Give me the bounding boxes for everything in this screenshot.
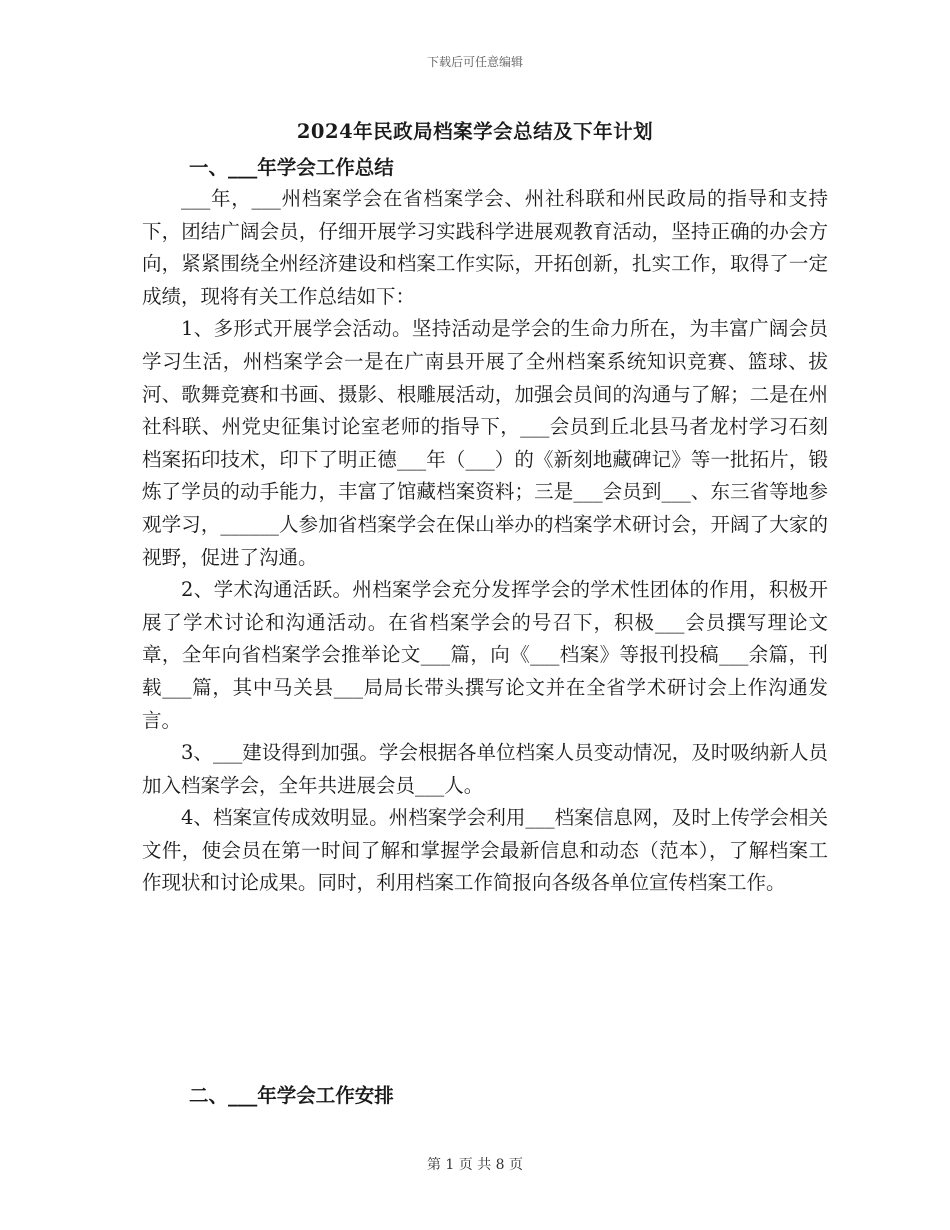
paragraph-item-4: 4、档案宣传成效明显。州档案学会利用___档案信息网，及时上传学会相关文件，使会员在第一时间了解和掌握学会最新信息和动态（范本），了解档案工作现状和讨论成果。同时，利用档案工作简报向各级各单位宣传档案工作。 bbox=[142, 806, 828, 895]
section-heading-summary: 一、___年学会工作总结 bbox=[189, 156, 394, 179]
page-number: 第 1 页 共 8 页 bbox=[426, 1157, 524, 1173]
section-heading-plan: 二、___年学会工作安排 bbox=[189, 1084, 394, 1107]
paragraph-item-3: 3、___建设得到加强。学会根据各单位档案人员变动情况，及时吸纳新人员加入档案学会，全年共进展会员___人。 bbox=[142, 741, 828, 797]
section-body-summary bbox=[142, 183, 828, 900]
paragraph-intro: ___年，___州档案学会在省档案学会、州社科联和州民政局的指导和支持下，团结广阔会员，仔细开展学习实践科学进展观教育活动，坚持正确的办会方向，紧紧围绕全州经济建设和档案工作实际，开拓创新，扎实工作，取得了一定成绩，现将有关工作总结如下： bbox=[142, 187, 828, 308]
paragraph-item-2: 2、学术沟通活跃。州档案学会充分发挥学会的学术性团体的作用，积极开展了学术讨论和沟通活动。在省档案学会的号召下，积极___会员撰写理论文章，全年向省档案学会推举论文___篇，向《___档案》等报刊投稿___余篇，刊载___篇，其中马关县___局局长带头撰写论文并在全省学术研讨会上作沟通发言。 bbox=[142, 578, 828, 732]
page-header-note: 下载后可任意编辑 bbox=[426, 55, 523, 69]
paragraph-item-1: 1、多形式开展学会活动。坚持活动是学会的生命力所在，为丰富广阔会员学习生活，州档案学会一是在广南县开展了全州档案系统知识竞赛、篮球、拔河、歌舞竞赛和书画、摄影、根雕展活动，加强会员间的沟通与了解；二是在州社科联、州党史征集讨论室老师的指导下，___会员到丘北县马者龙村学习石刻档案拓印技术，印下了明正德___年（___）的《新刻地藏碑记》等一批拓片，锻炼了学员的动手能力，丰富了馆藏档案资料；三是___会员到___、东三省等地参观学习，______人参加省档案学会在保山举办的档案学术研讨会，开阔了大家的视野，促进了沟通。 bbox=[142, 317, 828, 569]
document-title: 2024年民政局档案学会总结及下年计划 bbox=[296, 120, 654, 143]
